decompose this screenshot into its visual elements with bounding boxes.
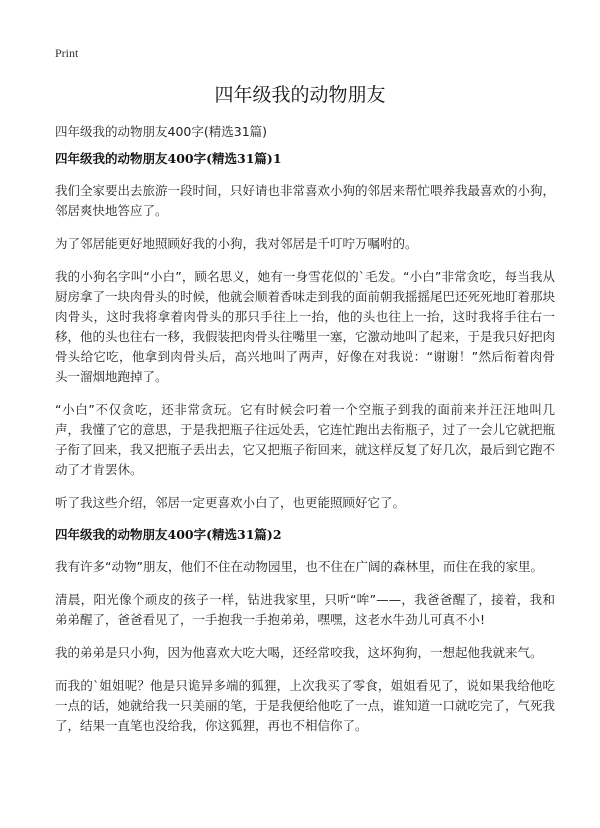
paragraph: 我有许多“动物”朋友，他们不住在动物园里，也不住在广阔的森林里，而住在我的家里。: [55, 559, 543, 574]
paragraph: 我的小狗名字叫“小白”，顾名思义，她有一身雪花似的`毛发。“小白”非常贪吃，每当我从厨房拿了一块肉骨头的时候，他就会顺着香味走到我的面前朝我摇摇尾巴还死死地盯着那块肉骨头，这时我将拿着肉骨头的那只手往上一抬，他的头也往上一抬，这时我将手往右一移，他的头也往右一移，我假装把肉骨头往嘴里一塞，它激动地叫了起来，于是我只好把肉骨头给它吃，他拿到肉骨头后，高兴地叫了两声，好像在对我说：“谢谢！”然后衔着肉骨头一溜烟地跑掉了。: [55, 269, 556, 384]
paragraph: 清晨，阳光像个顽皮的孩子一样，钻进我家里，只听“哞”——，我爸爸醒了，接着，我和弟弟醒了，爸爸看见了，一手抱我一手抱弟弟，嘿嘿，这老水牛劲儿可真不小!: [55, 592, 555, 627]
section-heading: 四年级我的动物朋友400字(精选31篇)1: [55, 151, 282, 166]
paragraph: “小白”不仅贪吃，还非常贪玩。它有时候会叼着一个空瓶子到我的面前来并汪汪地叫几声，我懂了它的意思，于是我把瓶子往远处丢，它连忙跑出去衔瓶子，过了一会儿它就把瓶子衔了回来，我又把瓶子丢出去，它又把瓶子衔回来，就这样反复了好几次，最后到它跑不动了才肯罢休。: [55, 402, 556, 477]
document-subtitle: 四年级我的动物朋友400字(精选31篇): [55, 124, 268, 139]
paragraph: 为了邻居能更好地照顾好我的小狗，我对邻居是千叮咛万嘱咐的。: [55, 236, 418, 251]
document-body: [55, 150, 555, 749]
paragraph: 我们全家要出去旅游一段时间，只好请也非常喜欢小狗的邻居来帮忙喂养我最喜欢的小狗，邻居爽快地答应了。: [55, 183, 556, 218]
paragraph: 我的弟弟是只小狗，因为他喜欢大吃大喝，还经常咬我，这坏狗狗，一想起他我就来气。: [55, 645, 543, 660]
page-title: 四年级我的动物朋友: [214, 84, 386, 106]
paragraph: 而我的`姐姐呢？他是只诡异多端的狐狸，上次我买了零食，姐姐看见了，说如果我给他吃一点的话，她就给我一只美丽的笔，于是我便给他吃了一点，谁知道一口就吃完了，气死我了，结果一直笔也没给我，你这狐狸，再也不相信你了。: [55, 678, 556, 733]
print-link[interactable]: Print: [55, 46, 79, 60]
section-heading: 四年级我的动物朋友400字(精选31篇)2: [55, 527, 282, 542]
paragraph: 听了我这些介绍，邻居一定更喜欢小白了，也更能照顾好它了。: [55, 495, 406, 510]
